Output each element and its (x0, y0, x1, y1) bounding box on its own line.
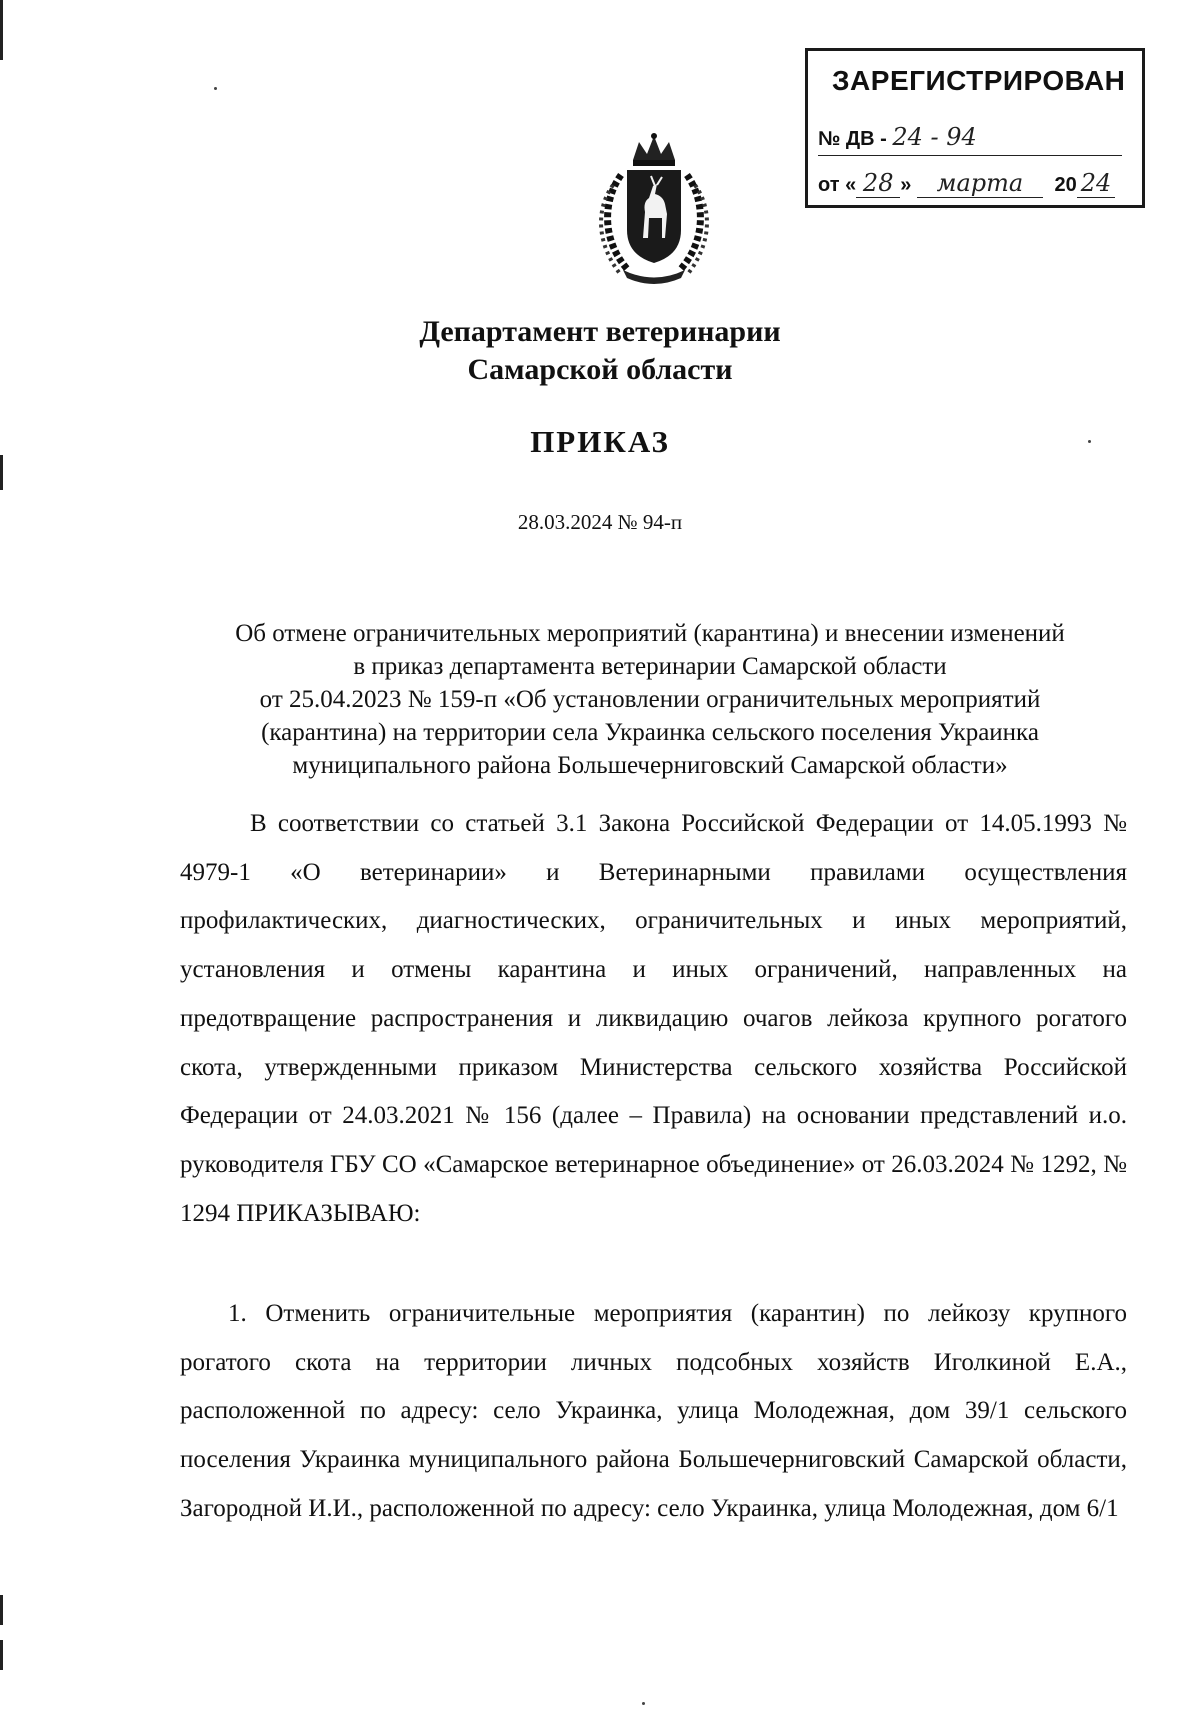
stamp-date-month: марта (917, 169, 1043, 198)
order-title-line: от 25.04.2023 № 159-п «Об установлении ограничительных мероприятий (259, 686, 1041, 713)
body-paragraph-preamble (180, 800, 1127, 1238)
document-type: ПРИКАЗ (530, 424, 670, 459)
org-name-line1: Департамент ветеринарии (419, 315, 781, 348)
scan-edge-mark (0, 1595, 3, 1625)
scan-speck (642, 1702, 645, 1705)
stamp-date-year-suffix: 24 (1077, 169, 1115, 198)
body-paragraph-item-1 (180, 1290, 1127, 1534)
stamp-number-prefix: № ДВ - (818, 128, 887, 150)
scan-edge-mark (0, 1640, 3, 1670)
order-title-line: в приказ департамента ветеринарии Самарской области (353, 653, 947, 680)
document-number-date: 28.03.2024 № 94-п (517, 510, 683, 534)
scan-edge-mark (0, 0, 3, 60)
order-title-line: (карантина) на территории села Украинка сельского поселения Украинка (261, 719, 1039, 746)
order-title (180, 617, 1120, 782)
order-title-line: Об отмене ограничительных мероприятий (карантина) и внесении изменений (235, 620, 1065, 647)
item-1-text: 1. Отменить ограничительные мероприятия (карантин) по лейкозу крупного рогатого скота на территории личных подсобных хозяйств Иголкиной Е.А., расположенной по адресу: село Украинка, улица Молодежная, дом 39/1 сельского поселения Украинка муниципального района Большечерниговский Самарской области, Загородной И.И., расположенной по адресу: село Украинка, улица Молодежная, дом 6/1 (180, 1300, 1127, 1522)
org-name-line2: Самарской области (467, 353, 733, 386)
preamble-text: В соответствии со статьей 3.1 Закона Российской Федерации от 14.05.1993 № 4979-1 «О ветеринарии» и Ветеринарными правилами осуществления профилактических, диагностических, ограничительных и иных мероприятий, установления и отмены карантина и иных ограничений, направленных на предотвращение распространения и ликвидацию очагов лейкоза крупного рогатого скота, утвержденными приказом Министерства сельского хозяйства Российской Федерации от 24.03.2021 № 156 (далее – Правила) на основании представлений и.о. руководителя ГБУ СО «Самарское ветеринарное объединение» от 26.03.2024 № 1292, № 1294 ПРИКАЗЫВАЮ: (180, 810, 1127, 1227)
stamp-date-mid: » (900, 174, 912, 196)
scan-edge-mark (0, 455, 3, 490)
stamp-date-day: 28 (856, 169, 900, 198)
coat-of-arms-emblem (583, 130, 725, 285)
stamp-date-year-prefix: 20 (1054, 174, 1077, 196)
stamp-number-value: 24 - 94 (892, 123, 977, 151)
registration-stamp (805, 48, 1145, 208)
scan-speck (214, 87, 217, 90)
stamp-title: ЗАРЕГИСТРИРОВАН (832, 65, 1126, 96)
order-title-line: муниципального района Большечерниговский Самарской области» (292, 752, 1008, 779)
stamp-date-row (818, 169, 1115, 198)
stamp-number-row (818, 123, 977, 151)
stamp-date-prefix: от « (818, 174, 857, 196)
stamp-rule (818, 155, 1122, 156)
